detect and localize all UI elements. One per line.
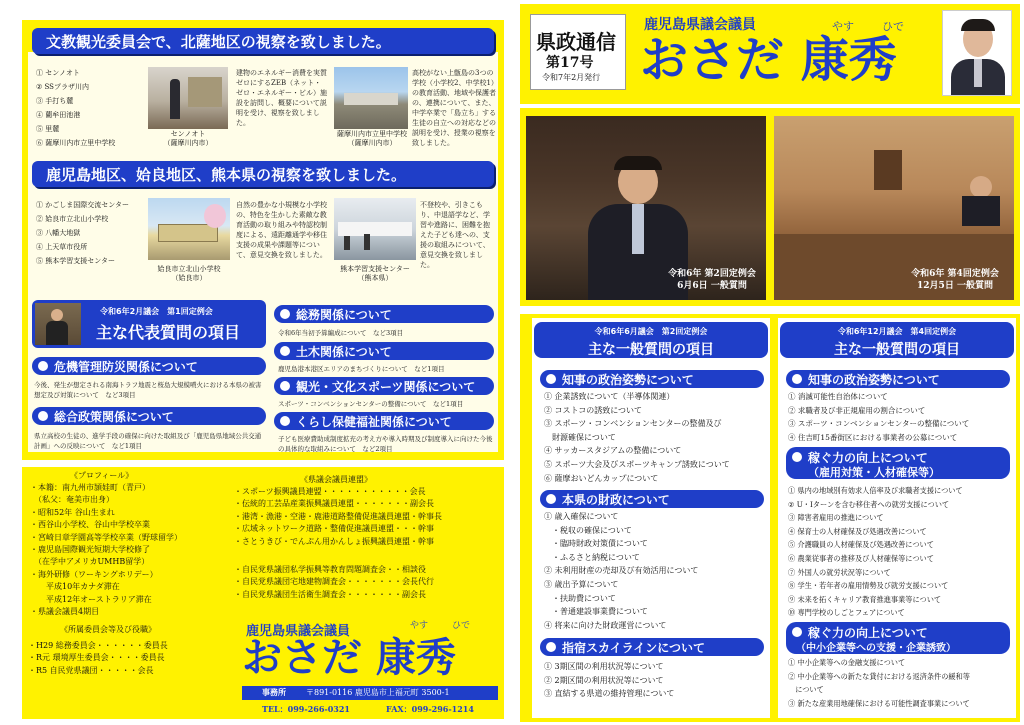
renmei-title: 《県議会議員連盟》 <box>300 475 372 484</box>
committee-title: 《所属委員会等及び役職》 <box>60 625 156 634</box>
list-item: ① 県内の地域別有効求人倍率及び求職者支援について <box>788 486 963 495</box>
list-item: ③ 障害者雇用の推進について <box>788 513 884 523</box>
list-item: ⑩ 専門学校のしごとフェアについて <box>788 608 905 618</box>
renmei-list <box>234 486 442 548</box>
bullet-icon <box>546 494 556 504</box>
list-item: ③ 新たな産業用地確保における可能性調査事業について <box>788 698 970 708</box>
bullet-icon <box>280 346 290 356</box>
banner-kagoshima: 鹿児島地区、姶良地区、熊本県の視察を致しました。 <box>32 161 494 187</box>
issue-number: 第17号 <box>546 55 594 71</box>
bullet-icon <box>546 642 556 652</box>
profile-list <box>30 482 182 618</box>
june-main-title: 主な一般質問の項目 <box>588 342 714 358</box>
profile-item: 平成10年カナダ滞在 <box>30 582 120 592</box>
profile-item: ・鹿児島国際観光短期大学校修了 <box>30 545 150 555</box>
list-item: ② U・Iターンを含む移住者への就労支援について <box>788 499 950 509</box>
chosakai-item: ・自民党県議団生活衛生調査会・・・・・・・副会長 <box>234 589 426 599</box>
caption-sato-school: 薩摩川内市立里中学校 （薩摩川内市） <box>337 130 407 147</box>
section-body-kurashi: 子ども医療費助成制度拡充の考え方や導入時期及び制度導入に向けた今後の具体的な取組みについて など2項目 <box>278 435 493 453</box>
dec-sec3-sub: （中小企業等への支援・企業誘致） <box>796 643 956 654</box>
right-page <box>512 0 1024 725</box>
fax-number: FAX：099-296-1214 <box>386 704 474 714</box>
section-head-somu: 総務関係について <box>274 305 494 323</box>
list-kagoshima <box>36 198 148 268</box>
office-address: 〒891-0116 鹿児島市上福元町 3500-1 <box>306 688 450 697</box>
list-item: ③ 直結する県道の維持管理について <box>544 689 675 699</box>
chosakai-list <box>234 564 434 601</box>
photo-june-caption: 令和6年 第2回定例会 6月6日 一般質問 <box>668 269 756 291</box>
june-sec2-list <box>544 510 698 632</box>
section-body-sogo: 県立高校の生徒の、進学手段の確保に向けた取組及び「鹿児島県地域公共交通計画」への反映について など1項目 <box>34 432 262 450</box>
list-item: ④ 藺牟田池港 <box>36 111 81 119</box>
committee-item: ・H29 総務委員会・・・・・・委員長 <box>28 641 168 650</box>
bullet-icon <box>546 374 556 384</box>
kensei-title: 県政通信 <box>536 30 616 54</box>
renmei-item: ・伝統的工芸品産業振興議員連盟・・・・・・・副会長 <box>234 499 434 509</box>
list-item: ④ 保育士の人材確保及び処遇改善について <box>788 526 927 536</box>
section-body-somu: 令和6年当初予算編成について など3項目 <box>278 329 404 337</box>
list-item: ② コストコの誘致について <box>544 405 643 415</box>
section-head-kanko: 観光・文化スポーツ関係について <box>274 377 494 395</box>
card-ruby-yasu: やす <box>410 621 429 631</box>
list-item: 財源確保について <box>544 432 616 442</box>
bullet-icon <box>792 627 802 637</box>
list-item: ② 2期区間の利用状況等について <box>544 675 664 685</box>
issue-date: 令和7年2月発行 <box>542 73 601 82</box>
photo-kitayama-school <box>148 198 230 260</box>
list-item: ④ サッカースタジアムの整備について <box>544 446 682 456</box>
committee-item: ・R元 環境厚生委員会・・・・委員長 <box>28 653 165 663</box>
bullet-icon <box>280 416 290 426</box>
list-item: ② 未利用財産の売却及び有効活用について <box>544 566 699 576</box>
list-item: ・臨時財政対策債について <box>544 539 648 549</box>
profile-item: ・本籍：南九州市頴娃町（青戸） <box>30 483 150 492</box>
list-item: ② 求職者及び非正規雇用の割合について <box>788 405 926 415</box>
renmei-item: ・さとうきび・でんぷん用かんしょ振興議員連盟・幹事 <box>234 536 434 546</box>
list-item: ⑨ 未来を拓くキャリア教育推進事業等について <box>788 594 942 604</box>
caption-sennooto: センノオト （薩摩川内市） <box>163 130 213 147</box>
list-item: ② 姶良市立北山小学校 <box>36 215 109 223</box>
caption-kitayama-school: 姶良市立北山小学校 （姶良市） <box>157 265 221 282</box>
list-item: ① 企業誘致について（半導体関連） <box>544 392 675 401</box>
list-item: ⑧ 学生・若年者の雇用情勢及び就労支援について <box>788 581 949 591</box>
list-item: ⑥ 薩摩おいどんカップについて <box>544 473 659 483</box>
june-small-title: 令和6年6月議会 第2回定例会 <box>594 327 708 336</box>
section-body-kiki: 今後、発生が想定される南海トラフ地震と桜島大規模噴火における本県の被害想定及び対策について など3項目 <box>34 381 262 399</box>
list-item: ・ふるさと納税について <box>544 552 640 562</box>
section-head-sogo: 総合政策関係について <box>32 407 266 425</box>
section-head-kurashi: くらし保健福祉関係について <box>274 412 494 430</box>
profile-item: ・西谷山小学校、谷山中学校卒業 <box>30 520 150 530</box>
list-hokusatsu <box>36 66 140 150</box>
header-ruby-hide: ひで <box>882 20 904 33</box>
photo-sennooto <box>148 67 228 129</box>
profile-item: （私父：奄美市出身） <box>30 495 114 505</box>
feb-session-title: 令和6年2月議会 第1回定例会 <box>100 307 213 316</box>
profile-item: （在学中アメリカUMHB留学） <box>30 557 150 567</box>
june-sec2-head: 本県の財政について <box>540 490 764 508</box>
profile-item: 平成12年オーストラリア滞在 <box>30 594 152 604</box>
june-sec3-head: 指宿スカイラインについて <box>540 638 764 656</box>
list-item: ④ 住吉町15番街区における事業者の公募について <box>788 432 958 442</box>
banner-hokusatsu: 文教観光委員会で、北薩地区の視察を致しました。 <box>32 28 494 54</box>
portrait <box>942 10 1012 96</box>
list-item: ⑥ 農業従事者の推移及び人材確保等について <box>788 553 934 563</box>
section-head-kiki: 危機管理防災関係について <box>32 357 266 375</box>
photo-sato-school <box>334 67 408 129</box>
text-sennooto: 建物のエネルギー消費を実質ゼロにするZEB（ネット・ゼロ・エネルギー・ビル）施設を訪問し、概要について説明を受け、視察を致しました。 <box>236 69 327 127</box>
dec-small-title: 令和6年12月議会 第4回定例会 <box>837 327 957 336</box>
tel-number: TEL：099-266-0321 <box>262 704 350 714</box>
bullet-icon <box>792 374 802 384</box>
bullet-icon <box>38 411 48 421</box>
list-item: ⑤ 介護職員の人材確保及び処遇改善について <box>788 540 934 550</box>
office-label: 事務所 <box>262 687 286 697</box>
list-item: について <box>788 685 824 695</box>
committee-list <box>28 640 168 677</box>
list-item: ③ 歳出予算について <box>544 579 619 589</box>
profile-item: ・宮崎日章学園高等学校卒業（野球留学） <box>30 532 182 542</box>
header-ruby-yasu: やす <box>832 20 854 33</box>
committee-item: ・R5 自民党県議団・・・・・会長 <box>28 665 154 675</box>
list-item: ① 消滅可能性自治体について <box>788 392 888 401</box>
section-body-doboku: 鹿児島港本港区エリアのまちづくりについて など1項目 <box>278 365 445 373</box>
list-item: ② 中小企業等への新たな貸付における返済条件の緩和等 <box>788 671 970 681</box>
list-item: ④ 将来に向けた財政運営について <box>544 620 667 630</box>
list-item: ⑦ 外国人の就労状況等について <box>788 567 891 577</box>
list-item: ③ スポーツ・コンベンションセンターの整備及び <box>544 419 722 429</box>
section-head-doboku: 土木関係について <box>274 342 494 360</box>
caption-kumamoto-center: 熊本学習支援センター （熊本県） <box>340 265 410 282</box>
list-item: ⑥ 薩摩川内市立里中学校 <box>36 139 116 147</box>
list-item: ・税収の確保について <box>544 525 632 535</box>
profile-item: ・県議会議員4期目 <box>30 607 100 617</box>
list-item: ③ 八幡大地獄 <box>36 229 81 237</box>
list-item: ① かごしま国際交流センター <box>36 201 129 209</box>
list-item: ④ 上天草市役所 <box>36 243 88 251</box>
list-item: ・扶助費について <box>544 593 616 603</box>
list-item: ③ 手打ち麓 <box>36 97 74 105</box>
text-kumamoto-center: 不登校や、引きこもり、中退語学など、学習や進路に、困難を抱えた子ども達への、支援の取組みについて、意見交換を致しました。 <box>420 201 490 269</box>
dec-sec1-list <box>788 390 969 444</box>
dec-sec2-sub: （雇用対策・人材確保等） <box>808 466 940 479</box>
renmei-item: ・スポーツ振興議員連盟・・・・・・・・・・・会長 <box>234 487 426 496</box>
list-item: ・普通建設事業費について <box>544 607 648 617</box>
dec-sec1-head: 知事の政治姿勢について <box>786 370 1010 388</box>
profile-title: 《プロフィール》 <box>70 471 134 480</box>
header-name: おさだ 康秀 <box>640 32 897 88</box>
header-role: 鹿児島県議会議員 <box>644 17 756 33</box>
dec-sec3-list <box>788 656 970 710</box>
feb-main-title: 主な代表質問の項目 <box>96 323 241 342</box>
bullet-icon <box>280 381 290 391</box>
dec-sec3-title: 稼ぐ力の向上について <box>792 624 928 641</box>
photo-kumamoto-center <box>334 198 416 260</box>
list-item: ① 中小企業等への金融支援について <box>788 658 906 667</box>
bullet-icon <box>38 361 48 371</box>
chosakai-item: ・自民党県議団私学振興等教育問題調査会・・相談役 <box>234 565 426 574</box>
list-item: ⑤ スポーツ大会及びスポーツキャンプ誘致について <box>544 459 730 469</box>
speaker-photo <box>35 303 81 345</box>
bullet-icon <box>792 452 802 462</box>
list-item: ② SSプラザ川内 <box>36 83 89 91</box>
dec-sec2-title: 稼ぐ力の向上について <box>792 449 928 466</box>
section-body-kanko: スポーツ・コンベンションセンターの整備について など1項目 <box>278 400 464 408</box>
profile-item: ・昭和52年 谷山生まれ <box>30 507 115 517</box>
list-item: ① 3期区間の利用状況等について <box>544 662 664 671</box>
chosakai-item: ・自民党県議団宅地建物調査会・・・・・・・会長代行 <box>234 577 434 587</box>
card-role: 鹿児島県議会議員 <box>246 624 351 639</box>
list-item: ① 歳入確保について <box>544 512 619 521</box>
renmei-item: ・広域ネットワーク道路・整備促進議員連盟・・・幹事 <box>234 524 434 534</box>
list-item: ① センノオト <box>36 69 80 77</box>
renmei-item: ・港湾・漁港・空港・鹿港道路整備促進議員連盟・幹事長 <box>234 511 442 521</box>
card-ruby-hide: ひで <box>452 621 471 631</box>
list-item: ⑤ 里麓 <box>36 125 60 133</box>
june-sec1-head: 知事の政治姿勢について <box>540 370 764 388</box>
text-sato-school: 高校がない上甑島の3つの学校（小学校2、中学校1）の教育活動、地域や保護者の、連携について、また、中学卒業で「島立ち」する生徒の自立への対応などの説明を受け、授業の視察を致しました。 <box>412 69 496 147</box>
june-sec1-list <box>544 390 730 485</box>
dec-main-title: 主な一般質問の項目 <box>834 342 960 358</box>
list-item: ⑤ 熊本学習支援センター <box>36 257 115 265</box>
dec-sec2-list <box>788 484 963 620</box>
june-sec3-list <box>544 660 674 701</box>
photo-december-caption: 令和6年 第4回定例会 12月5日 一般質問 <box>911 269 999 291</box>
list-item: ③ スポーツ・コンベンションセンターの整備について <box>788 419 970 429</box>
text-kitayama-school: 自然の豊かな小規模な小学校の、特色を生かした素敵な教育活動の取り組みや特認校制度による、遠距離通学や移住支援の成果や課題等について、意見交換を致しました。 <box>236 201 327 259</box>
bullet-icon <box>280 309 290 319</box>
card-name: おさだ 康秀 <box>242 635 456 681</box>
profile-item: ・海外研修（ワーキングホリデー） <box>30 569 158 579</box>
